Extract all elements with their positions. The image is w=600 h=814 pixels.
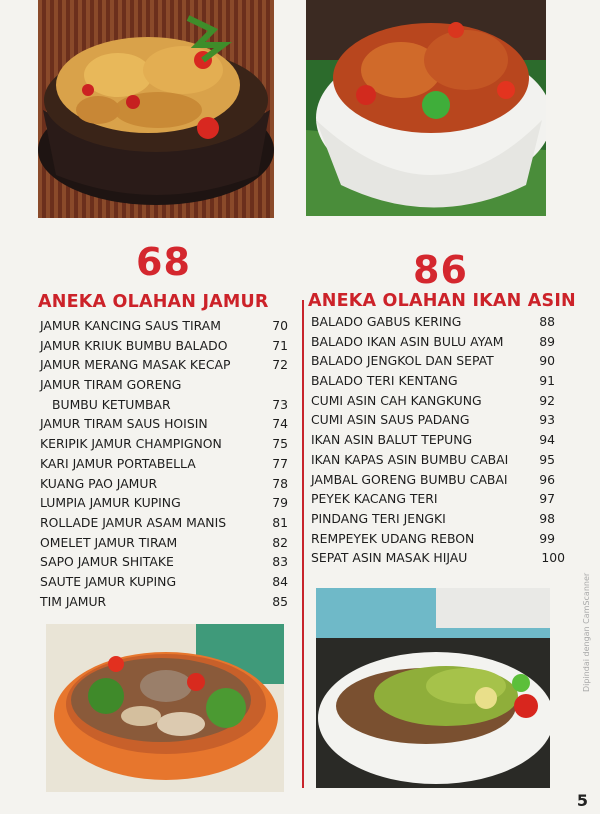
recipe-name: JAMBAL GORENG BUMBU CABAI <box>311 471 508 487</box>
recipe-name: SEPAT ASIN MASAK HIJAU <box>311 550 468 566</box>
camscanner-watermark: Dipindai dengan CamScanner <box>582 572 591 692</box>
recipe-page: 85 <box>272 593 288 609</box>
recipe-page: 78 <box>272 475 288 491</box>
recipe-page: 79 <box>272 495 288 511</box>
recipe-page: 77 <box>272 455 288 471</box>
section-number-mushroom: 68 <box>136 240 191 284</box>
recipe-name: JAMUR TIRAM GORENG <box>40 377 182 393</box>
photo-balado-white-bowl <box>306 0 546 216</box>
list-item <box>311 334 565 354</box>
list-item <box>40 397 288 417</box>
list-item <box>311 393 565 413</box>
recipe-name: KUANG PAO JAMUR <box>40 475 158 491</box>
recipe-name: SAUTE JAMUR KUPING <box>40 573 177 589</box>
recipe-name: KERIPIK JAMUR CHAMPIGNON <box>40 436 222 452</box>
list-item <box>311 373 565 393</box>
recipe-page: 94 <box>539 432 555 448</box>
recipe-name: PINDANG TERI JENGKI <box>311 510 446 526</box>
recipe-name: IKAN ASIN BALUT TEPUNG <box>311 432 473 448</box>
list-item <box>40 574 288 594</box>
list-item <box>311 353 565 373</box>
recipe-name: BALADO GABUS KERING <box>311 314 462 329</box>
recipe-page: 92 <box>539 392 555 408</box>
list-item <box>40 338 288 358</box>
recipe-name: JAMUR KRIUK BUMBU BALADO <box>40 337 228 353</box>
recipe-list-salted-fish <box>311 314 565 570</box>
section-number-salted-fish: 86 <box>413 248 468 292</box>
list-item <box>311 550 565 570</box>
section-title-mushroom: ANEKA OLAHAN JAMUR <box>38 292 269 312</box>
list-item <box>40 554 288 574</box>
recipe-page: 93 <box>539 412 555 428</box>
recipe-name: KARI JAMUR PORTABELLA <box>40 455 196 471</box>
list-item <box>40 318 288 338</box>
recipe-page: 99 <box>539 530 555 546</box>
list-item <box>40 357 288 377</box>
recipe-page: 90 <box>539 353 555 369</box>
recipe-name: LUMPIA JAMUR KUPING <box>40 495 181 511</box>
recipe-name: BALADO IKAN ASIN BULU AYAM <box>311 333 504 349</box>
recipe-name: OMELET JAMUR TIRAM <box>40 534 178 550</box>
recipe-name: IKAN KAPAS ASIN BUMBU CABAI <box>311 451 509 467</box>
list-item <box>40 476 288 496</box>
recipe-page: 82 <box>272 534 288 550</box>
photo-fried-mushroom-bowl <box>38 0 274 218</box>
list-item <box>40 416 288 436</box>
recipe-name: REMPEYEK UDANG REBON <box>311 530 475 546</box>
recipe-name: TIM JAMUR <box>40 593 107 609</box>
recipe-page: 97 <box>539 491 555 507</box>
list-item <box>40 515 288 535</box>
recipe-page: 89 <box>539 333 555 349</box>
recipe-page: 75 <box>272 436 288 452</box>
recipe-name: SAPO JAMUR SHITAKE <box>40 554 174 570</box>
section-title-salted-fish: ANEKA OLAHAN IKAN ASIN <box>308 291 576 311</box>
recipe-page: 70 <box>272 318 288 333</box>
recipe-page: 72 <box>272 357 288 373</box>
list-item <box>311 432 565 452</box>
recipe-name: JAMUR MERANG MASAK KECAP <box>40 357 231 373</box>
list-item <box>40 594 288 614</box>
list-item <box>40 495 288 515</box>
recipe-name: BALADO TERI KENTANG <box>311 373 458 389</box>
list-item <box>311 491 565 511</box>
list-item <box>311 412 565 432</box>
recipe-page: 100 <box>541 550 565 566</box>
recipe-name: CUMI ASIN SAUS PADANG <box>311 412 470 428</box>
recipe-name: JAMUR KANCING SAUS TIRAM <box>40 318 221 333</box>
list-item <box>40 456 288 476</box>
recipe-page: 73 <box>272 396 288 412</box>
recipe-page: 81 <box>272 514 288 530</box>
photo-fish-green-chili-plate <box>316 588 550 788</box>
recipe-page: 91 <box>539 373 555 389</box>
list-item <box>311 314 565 334</box>
list-item <box>311 531 565 551</box>
page-number: 5 <box>576 791 588 810</box>
recipe-name: ROLLADE JAMUR ASAM MANIS <box>40 514 227 530</box>
recipe-page: 88 <box>539 314 555 329</box>
recipe-name: JAMUR TIRAM SAUS HOISIN <box>40 416 208 432</box>
recipe-page: 71 <box>272 337 288 353</box>
recipe-name: BALADO JENGKOL DAN SEPAT <box>311 353 494 369</box>
recipe-page: 98 <box>539 510 555 526</box>
recipe-name: PEYEK KACANG TERI <box>311 491 438 507</box>
list-item <box>40 436 288 456</box>
recipe-name: BUMBU KETUMBAR <box>52 396 171 412</box>
column-divider <box>302 300 304 788</box>
recipe-list-mushroom <box>40 318 288 613</box>
recipe-page: 84 <box>272 573 288 589</box>
recipe-page: 95 <box>539 451 555 467</box>
list-item <box>311 511 565 531</box>
recipe-name: CUMI ASIN CAH KANGKUNG <box>311 392 482 408</box>
recipe-page: 83 <box>272 554 288 570</box>
list-item <box>311 472 565 492</box>
list-item <box>40 377 288 397</box>
list-item <box>40 535 288 555</box>
list-item <box>311 452 565 472</box>
recipe-page: 96 <box>539 471 555 487</box>
photo-mushroom-orange-bowl <box>46 624 284 792</box>
recipe-page: 74 <box>272 416 288 432</box>
